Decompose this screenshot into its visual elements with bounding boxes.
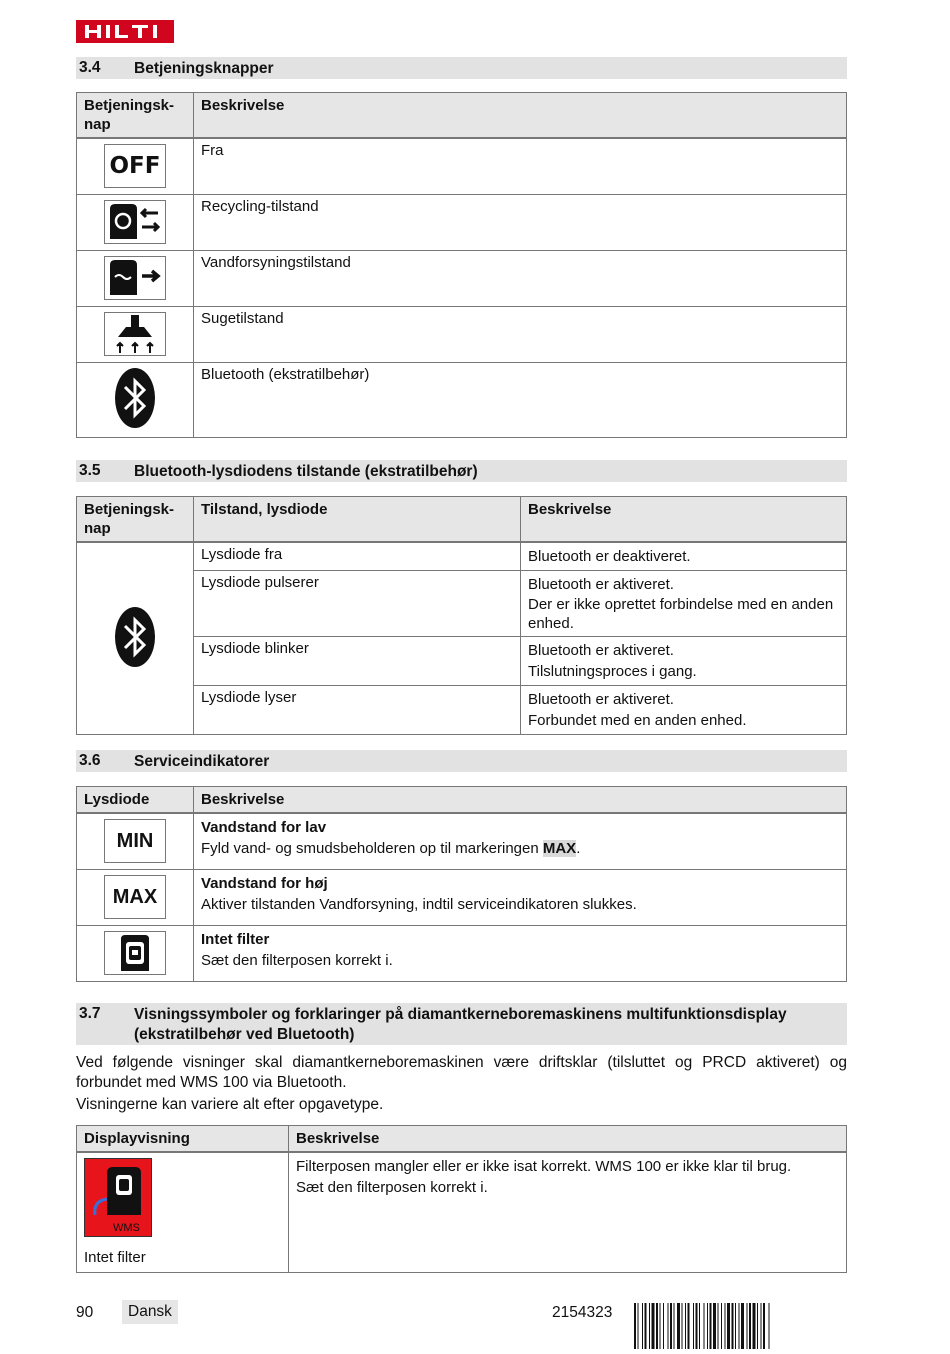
led-description-detail: Forbundet med en anden enhed. xyxy=(528,712,747,729)
display-badge: WMS xyxy=(113,1222,140,1234)
language-label: Dansk xyxy=(122,1300,178,1324)
led-description: Bluetooth er aktiveret. xyxy=(528,691,674,708)
column-header: Lysdiode xyxy=(77,787,194,814)
display-description-detail: Sæt den filterposen korrekt i. xyxy=(296,1179,488,1196)
description-cell: Recycling-tilstand xyxy=(194,194,847,250)
section-number: 3.7 xyxy=(79,1005,101,1022)
led-description: Bluetooth er aktiveret. xyxy=(528,576,674,593)
column-header: Betjeningsk- nap xyxy=(77,93,194,139)
no-filter-display-icon xyxy=(84,1158,152,1237)
table-row xyxy=(77,869,847,925)
filter-bag-icon xyxy=(104,931,166,975)
column-header: Displayvisning xyxy=(77,1126,289,1153)
display-caption: Intet filter xyxy=(84,1249,146,1266)
section-title: Visningssymboler og forklaringer på diamantkerneboremaskinens multifunktionsdisplay (ekstratilbehør ved Bluetooth) xyxy=(134,1006,787,1043)
column-header: Beskrivelse xyxy=(194,787,847,814)
section-title: Serviceindikatorer xyxy=(134,753,270,770)
section-number: 3.6 xyxy=(79,752,101,769)
column-header: Beskrivelse xyxy=(194,93,847,139)
min-indicator-icon: MIN xyxy=(104,819,166,863)
bluetooth-icon xyxy=(80,606,190,672)
section-heading xyxy=(76,460,847,482)
off-button-icon: OFF xyxy=(104,144,166,188)
led-state: Lysdiode fra xyxy=(194,542,521,571)
section-heading xyxy=(76,57,847,79)
table-row xyxy=(77,925,847,981)
section-title: Bluetooth-lysdiodens tilstande (ekstratilbehør) xyxy=(134,463,478,480)
led-description: Bluetooth er aktiveret. xyxy=(528,642,674,659)
page-number: 90 xyxy=(76,1304,94,1321)
display-description: Filterposen mangler eller er ikke isat korrekt. WMS 100 er ikke klar til brug. xyxy=(296,1158,792,1175)
table-row xyxy=(77,362,847,437)
document-code: 2154323 xyxy=(552,1304,613,1321)
indicator-title: Intet filter xyxy=(201,930,270,948)
indicator-title: Vandstand for lav xyxy=(201,819,327,836)
table-row xyxy=(77,542,847,571)
paragraph: Visningerne kan variere alt efter opgavetype. xyxy=(76,1096,384,1113)
paragraph: Ved følgende visninger skal diamantkerneboremaskinen være driftsklar (tilsluttet og PRCD aktiveret) og forbundet med WMS 100 via Bluetooth. xyxy=(76,1054,847,1091)
water-supply-mode-icon xyxy=(104,256,166,300)
barcode xyxy=(634,1303,847,1349)
description-cell: Sugetilstand xyxy=(194,306,847,362)
description-cell: Vandforsyningstilstand xyxy=(194,250,847,306)
description-cell: Bluetooth (ekstratilbehør) xyxy=(194,362,847,437)
hilti-logo xyxy=(76,20,174,43)
led-description: Bluetooth er deaktiveret. xyxy=(528,548,691,565)
led-description-detail: Der er ikke oprettet forbindelse med en anden enhed. xyxy=(528,596,834,632)
controls-table xyxy=(76,92,847,438)
recycling-mode-icon xyxy=(104,200,166,244)
indicator-title: Vandstand for høj xyxy=(201,874,328,892)
column-header: Beskrivelse xyxy=(289,1126,847,1153)
led-state: Lysdiode lyser xyxy=(194,686,521,735)
table-row xyxy=(77,250,847,306)
indicator-description: Aktiver tilstanden Vandforsyning, indtil serviceindikatoren slukkes. xyxy=(201,895,637,913)
section-title: Betjeningsknapper xyxy=(134,60,274,77)
section-number: 3.4 xyxy=(79,59,101,76)
led-description-detail: Tilslutningsproces i gang. xyxy=(528,663,697,680)
led-state: Lysdiode blinker xyxy=(194,637,521,686)
suction-mode-icon xyxy=(104,312,166,356)
table-row xyxy=(77,194,847,250)
max-indicator-icon: MAX xyxy=(104,875,166,919)
column-header: Tilstand, lysdiode xyxy=(194,497,521,543)
led-state: Lysdiode pulserer xyxy=(194,571,521,637)
section-number: 3.5 xyxy=(79,462,101,479)
service-indicator-table xyxy=(76,786,847,982)
description-cell: Fra xyxy=(194,138,847,194)
table-row xyxy=(77,1152,847,1273)
table-row xyxy=(77,813,847,869)
indicator-description: Sæt den filterposen korrekt i. xyxy=(201,951,393,969)
table-row xyxy=(77,138,847,194)
column-header: Beskrivelse xyxy=(521,497,847,543)
table-row xyxy=(77,306,847,362)
section-heading xyxy=(76,1003,847,1045)
column-header: Betjeningsk- nap xyxy=(77,497,194,543)
display-symbol-table xyxy=(76,1125,847,1273)
bluetooth-icon xyxy=(80,367,190,433)
section-heading xyxy=(76,750,847,772)
bluetooth-led-table xyxy=(76,496,847,735)
indicator-description: Fyld vand- og smudsbeholderen op til markeringen MAX. xyxy=(201,840,581,857)
